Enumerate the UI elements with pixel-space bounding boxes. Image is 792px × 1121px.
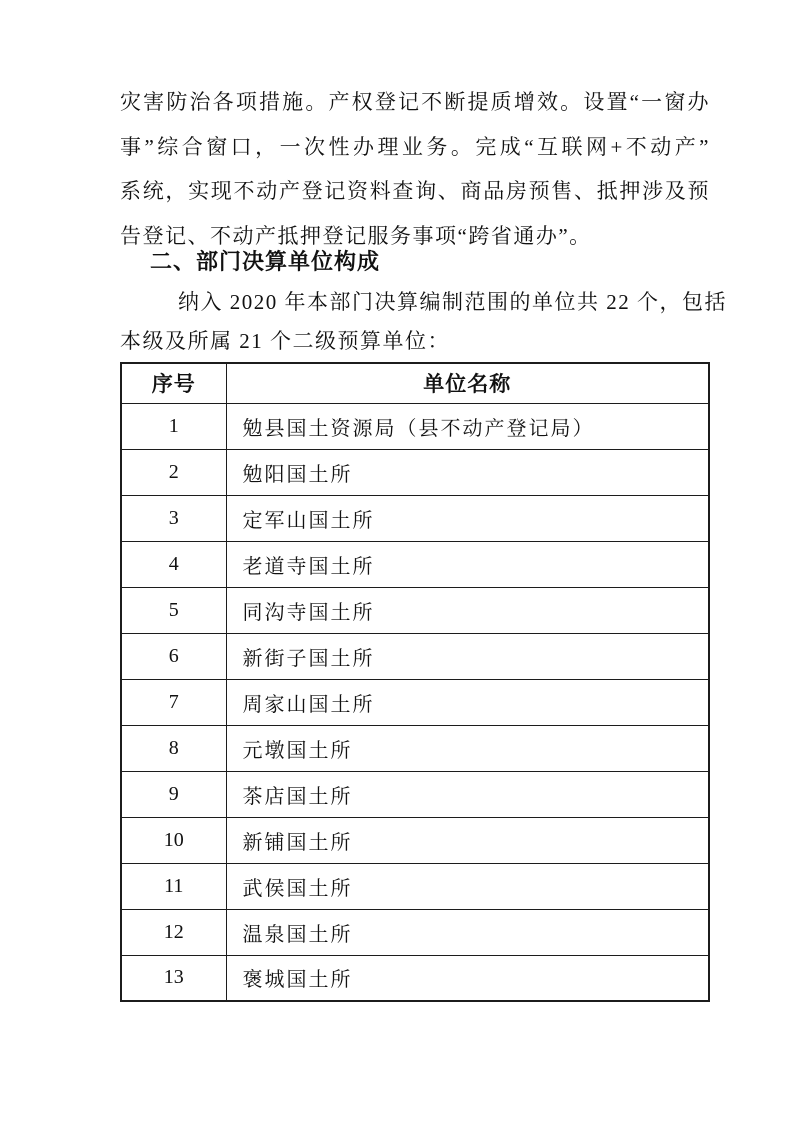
- row-name-cell: 武侯国土所: [226, 863, 709, 909]
- table-row: [121, 679, 709, 725]
- row-index-cell: 5: [121, 587, 226, 633]
- table-row: [121, 541, 709, 587]
- row-index-cell: 6: [121, 633, 226, 679]
- row-name-cell: 新街子国土所: [226, 633, 709, 679]
- row-name-cell: 同沟寺国土所: [226, 587, 709, 633]
- section-heading: 二、部门决算单位构成: [150, 249, 381, 274]
- row-name-cell: 新铺国土所: [226, 817, 709, 863]
- row-name-cell: 定军山国土所: [226, 495, 709, 541]
- row-index-cell: 8: [121, 725, 226, 771]
- table-row: [121, 817, 709, 863]
- row-index-cell: 2: [121, 449, 226, 495]
- units-table-header: [121, 363, 709, 403]
- row-name-cell: 茶店国土所: [226, 771, 709, 817]
- units-table-body: [121, 403, 709, 1001]
- row-index-cell: 10: [121, 817, 226, 863]
- table-row: [121, 909, 709, 955]
- table-row: [121, 587, 709, 633]
- row-name-cell: 老道寺国土所: [226, 541, 709, 587]
- row-index-cell: 12: [121, 909, 226, 955]
- table-header-row: [121, 363, 709, 403]
- row-index-cell: 4: [121, 541, 226, 587]
- text-line: 告登记、不动产抵押登记服务事项“跨省通办”。: [120, 223, 592, 248]
- units-table: [120, 362, 710, 1002]
- paragraph-intro: [120, 283, 727, 361]
- table-row: [121, 403, 709, 449]
- row-index-cell: 11: [121, 863, 226, 909]
- row-name-cell: 周家山国土所: [226, 679, 709, 725]
- row-index-cell: 7: [121, 679, 226, 725]
- row-name-cell: 温泉国土所: [226, 909, 709, 955]
- text-line: 灾害防治各项措施。产权登记不断提质增效。设置“一窗办: [120, 90, 710, 114]
- header-cell-name: 单位名称: [226, 363, 709, 403]
- row-name-cell: 勉阳国土所: [226, 449, 709, 495]
- row-index-cell: 3: [121, 495, 226, 541]
- table-row: [121, 955, 709, 1001]
- table-row: [121, 449, 709, 495]
- table-row: [121, 495, 709, 541]
- row-index-cell: 13: [121, 955, 226, 1001]
- row-index-cell: 9: [121, 771, 226, 817]
- text-line: 纳入 2020 年本部门决算编制范围的单位共 22 个，包括: [178, 290, 727, 314]
- text-line: 事”综合窗口，一次性办理业务。完成“互联网+不动产”: [120, 134, 710, 159]
- header-cell-index: 序号: [121, 363, 226, 403]
- row-name-cell: 勉县国土资源局（县不动产登记局）: [226, 403, 709, 449]
- table-row: [121, 725, 709, 771]
- text-line: 系统，实现不动产登记资料查询、商品房预售、抵押涉及预: [120, 179, 710, 203]
- paragraph-continued: [120, 80, 710, 258]
- row-name-cell: 元墩国土所: [226, 725, 709, 771]
- table-row: [121, 863, 709, 909]
- text-line: 本级及所属 21 个二级预算单位：: [120, 329, 450, 353]
- row-index-cell: 1: [121, 403, 226, 449]
- row-name-cell: 褒城国土所: [226, 955, 709, 1001]
- table-row: [121, 771, 709, 817]
- table-row: [121, 633, 709, 679]
